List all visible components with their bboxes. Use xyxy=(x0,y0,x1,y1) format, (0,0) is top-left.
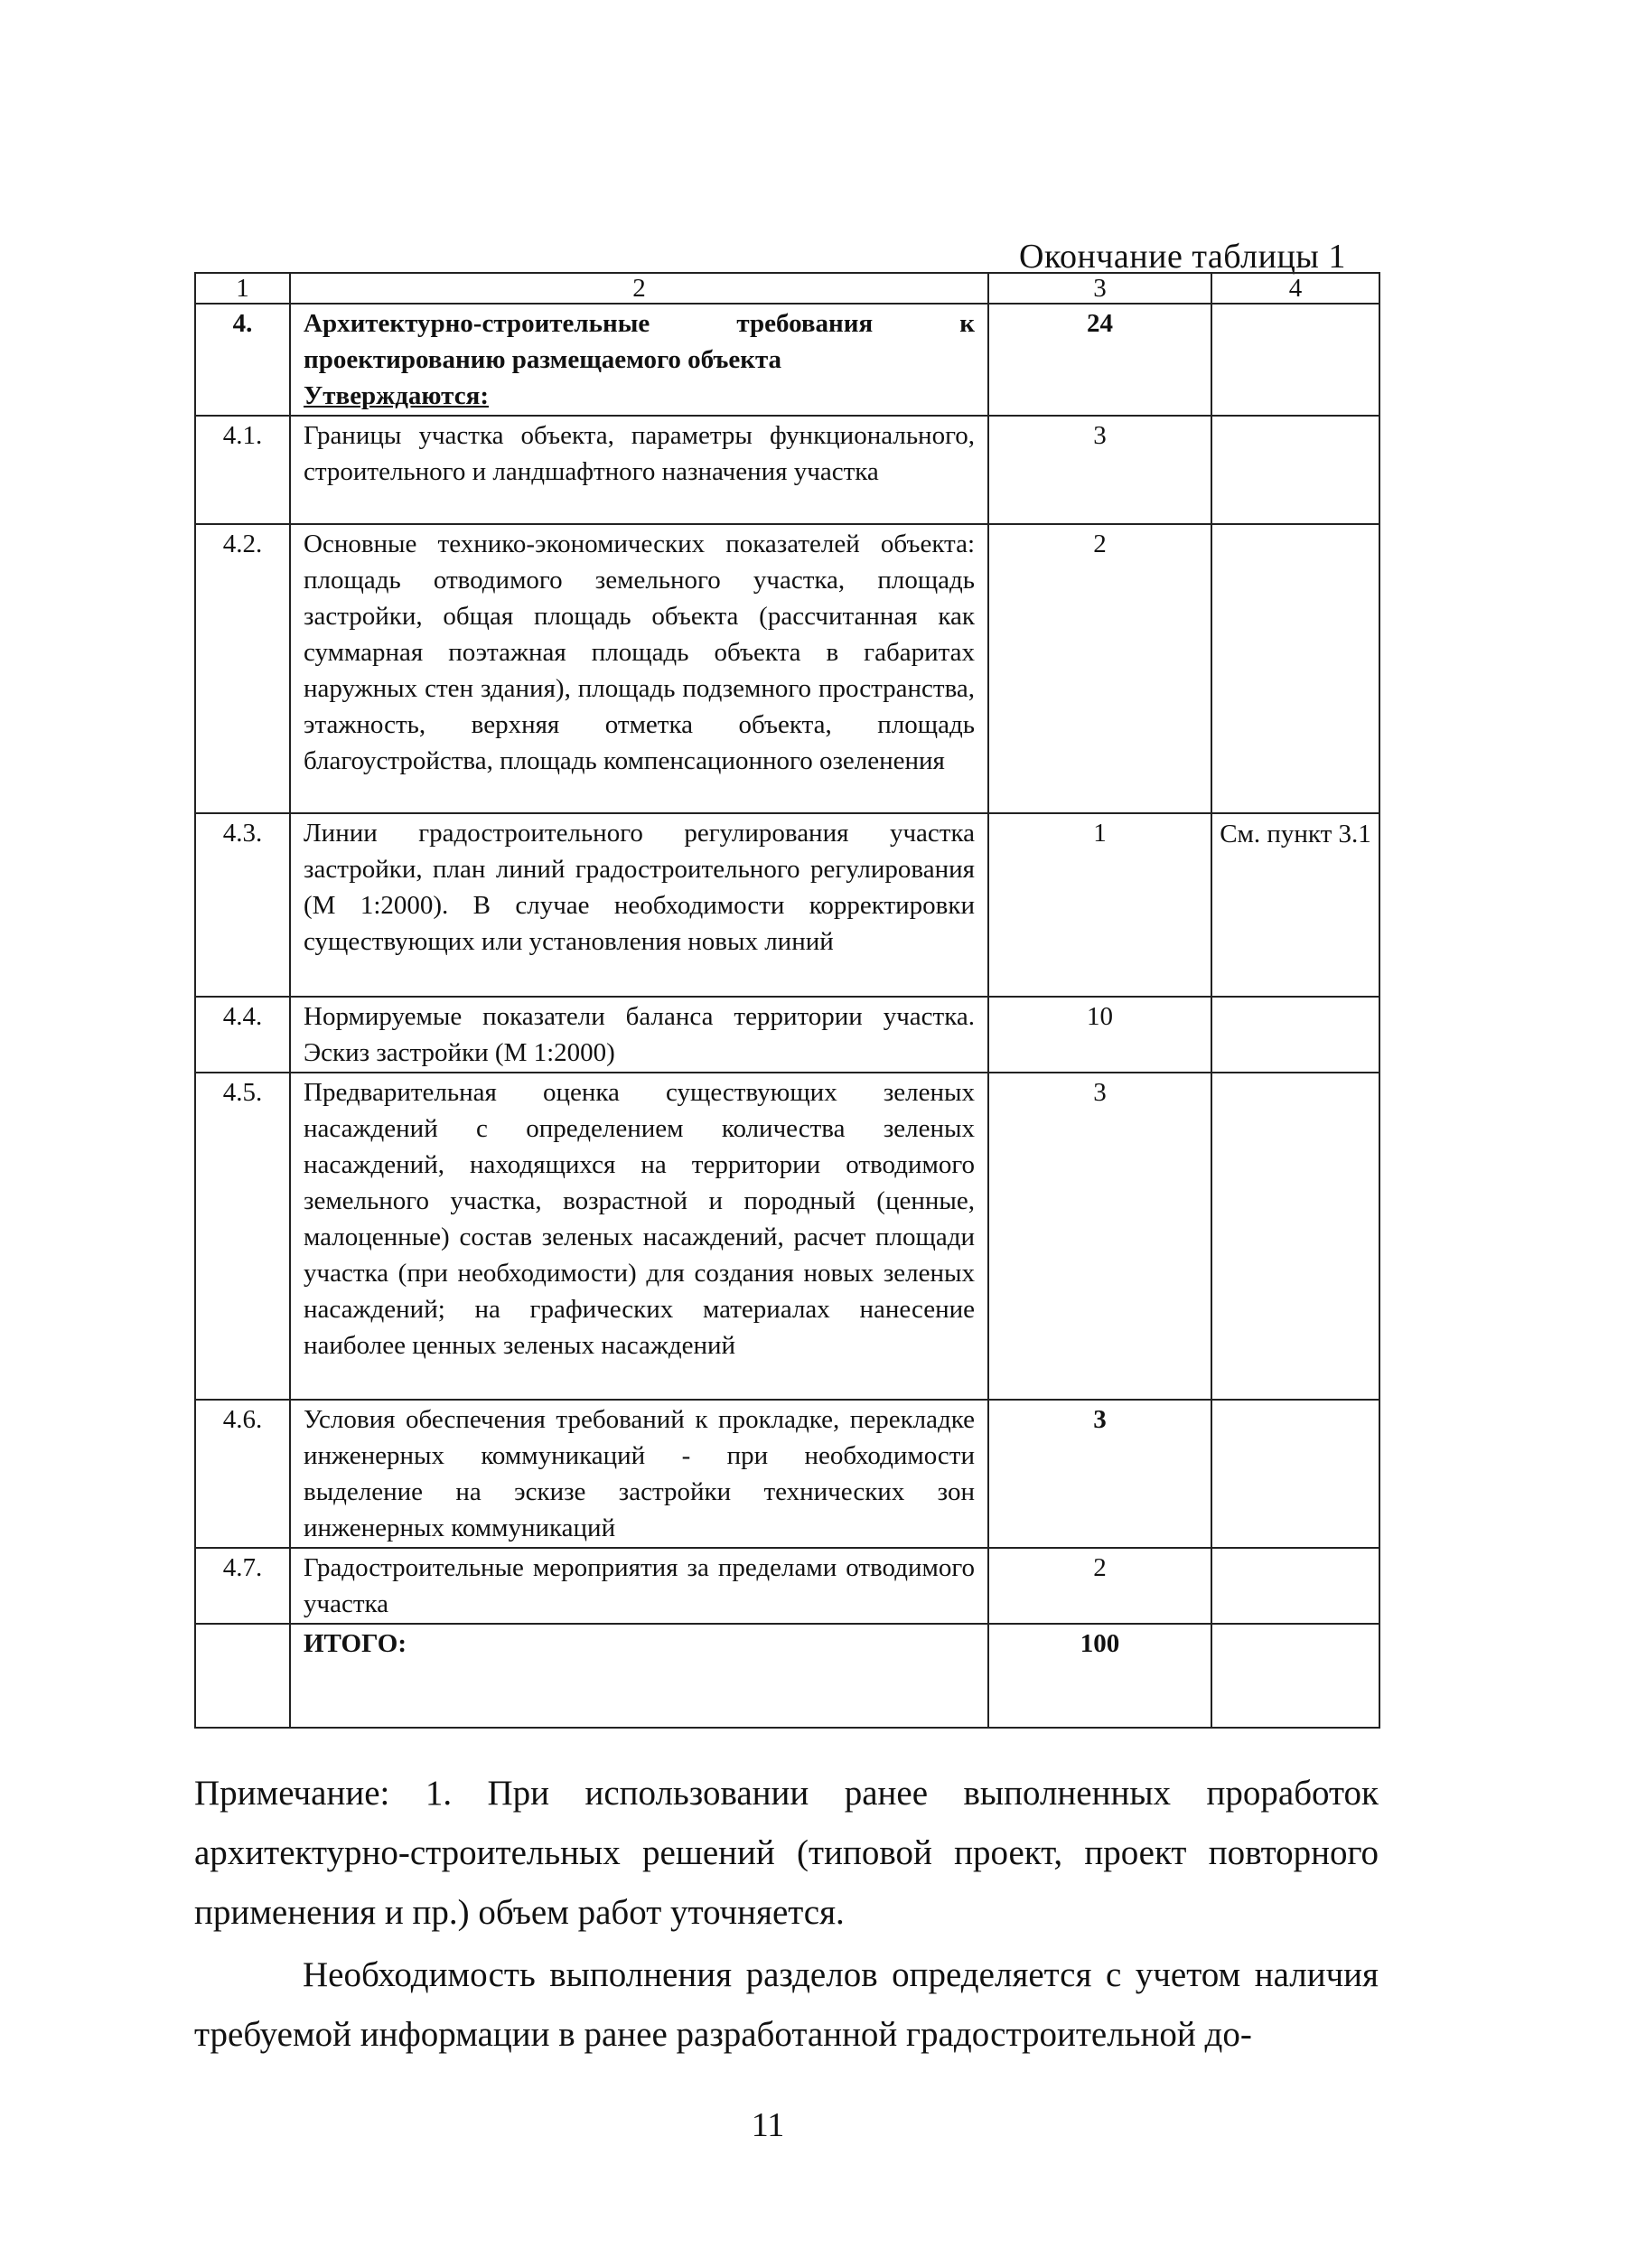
row-value: 2 xyxy=(988,1548,1211,1624)
row-ref xyxy=(1211,524,1379,813)
page-number: 11 xyxy=(751,2106,785,2144)
table-row xyxy=(195,524,1379,813)
section-subtitle: Утверждаются: xyxy=(304,381,489,410)
row-value: 10 xyxy=(988,997,1211,1073)
row-value: 3 xyxy=(988,416,1211,524)
row-value: 1 xyxy=(988,813,1211,997)
note-paragraph-2: Необходимость выполнения разделов определяется с учетом наличия требуемой информации в ранее разработанной градостроительной до- xyxy=(194,1955,1379,2054)
row-ref xyxy=(1211,416,1379,524)
table-row xyxy=(195,997,1379,1073)
header-col-2: 2 xyxy=(290,273,988,304)
row-number: 4.4. xyxy=(195,997,290,1073)
row-value: 2 xyxy=(988,524,1211,813)
row-ref xyxy=(1211,1548,1379,1624)
row-text: Нормируемые показатели баланса территории участка. Эскиз застройки (М 1:2000) xyxy=(290,997,988,1073)
section-value: 24 xyxy=(988,304,1211,416)
row-ref xyxy=(1211,1400,1379,1548)
row-number: 4.5. xyxy=(195,1073,290,1400)
row-text: Предварительная оценка существующих зеленых насаждений с определением количества зеленых насаждений, находящихся на территории отводимого земельного участка, возрастной и породный (ценные, малоценные) состав зеленых насаждений, расчет площади участка (при необходимости) для создания новых зеленых насаждений; на графических материалах нанесение наиболее ценных зеленых насаждений xyxy=(290,1073,988,1400)
total-label: ИТОГО: xyxy=(290,1624,988,1728)
row-value: 3 xyxy=(988,1400,1211,1548)
note-paragraph-1: Примечание: 1. При использовании ранее выполненных проработок архитектурно-строительных решений (типовой проект, проект повторного применения и пр.) объем работ уточняется. xyxy=(194,1774,1379,1932)
table-row xyxy=(195,1400,1379,1548)
section-number: 4. xyxy=(195,304,290,416)
row-number: 4.7. xyxy=(195,1548,290,1624)
total-value: 100 xyxy=(988,1624,1211,1728)
section-title-cell xyxy=(290,304,988,416)
header-col-4: 4 xyxy=(1211,273,1379,304)
row-value: 3 xyxy=(988,1073,1211,1400)
row-ref xyxy=(1211,1073,1379,1400)
table-caption: Окончание таблицы 1 xyxy=(1019,238,1346,276)
table-row xyxy=(195,813,1379,997)
row-number: 4.6. xyxy=(195,1400,290,1548)
table-row xyxy=(195,416,1379,524)
total-number xyxy=(195,1624,290,1728)
requirements-table xyxy=(194,272,1380,1729)
row-number: 4.2. xyxy=(195,524,290,813)
section-row xyxy=(195,304,1379,416)
row-number: 4.3. xyxy=(195,813,290,997)
section-title: Архитектурно-строительные требования к проектированию размещаемого объекта xyxy=(304,309,975,374)
section-ref xyxy=(1211,304,1379,416)
row-ref: См. пункт 3.1 xyxy=(1211,813,1379,997)
row-text: Основные технико-экономических показателей объекта: площадь отводимого земельного участка, площадь застройки, общая площадь объекта (рассчитанная как суммарная поэтажная площадь объекта в габаритах наружных стен здания), площадь подземного пространства, этажность, верхняя отметка объекта, площадь благоустройства, площадь компенсационного озеленения xyxy=(290,524,988,813)
row-ref xyxy=(1211,997,1379,1073)
row-text: Градостроительные мероприятия за пределами отводимого участка xyxy=(290,1548,988,1624)
table-row xyxy=(195,1548,1379,1624)
header-col-3: 3 xyxy=(988,273,1211,304)
total-row xyxy=(195,1624,1379,1728)
table-header-row xyxy=(195,273,1379,304)
header-col-1: 1 xyxy=(195,273,290,304)
row-text: Границы участка объекта, параметры функционального, строительного и ландшафтного назначения участка xyxy=(290,416,988,524)
row-text: Линии градостроительного регулирования участка застройки, план линий градостроительного регулирования (М 1:2000). В случае необходимости корректировки существующих или установления новых линий xyxy=(290,813,988,997)
row-number: 4.1. xyxy=(195,416,290,524)
table-row xyxy=(195,1073,1379,1400)
total-ref xyxy=(1211,1624,1379,1728)
row-text: Условия обеспечения требований к прокладке, перекладке инженерных коммуникаций - при необходимости выделение на эскизе застройки технических зон инженерных коммуникаций xyxy=(290,1400,988,1548)
